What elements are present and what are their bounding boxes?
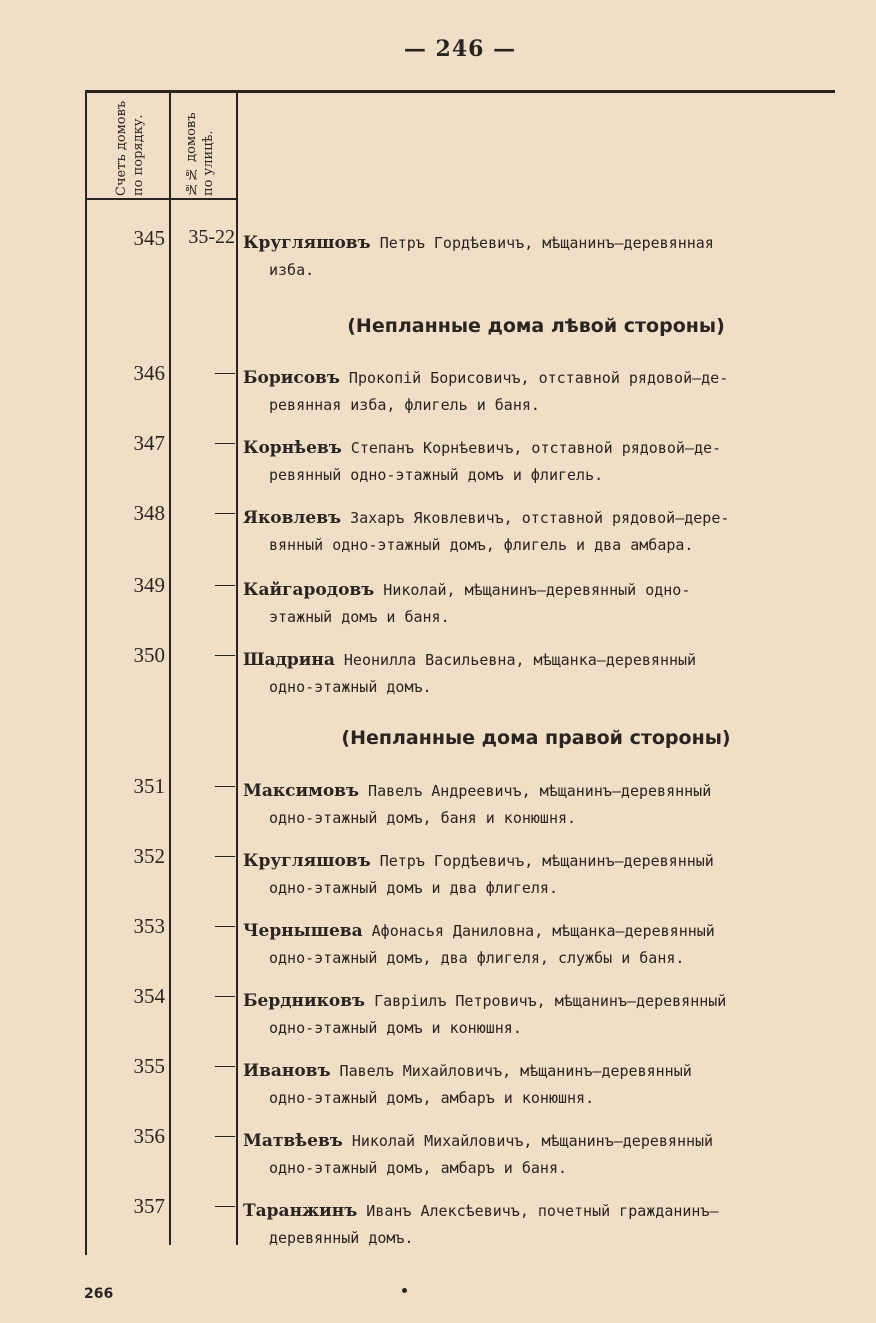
footer-page-number: 266 [84,1286,114,1302]
column-header-street-line1: №№ домовъ [184,112,199,196]
column-header-street-number [183,100,217,196]
owner-surname: Максимовъ [243,781,360,801]
section-title: (Непланные дома лѣвой стороны) [347,315,725,337]
entry-text-line1: Степанъ Корнѣевичъ, отставной рядовой—де- [341,439,722,457]
owner-surname: Кругляшовъ [243,233,371,253]
row-entry [243,505,835,559]
column-divider-2 [236,90,238,1245]
entry-text-line1: Иванъ Алексѣевичъ, почетный гражданинъ— [357,1202,719,1220]
owner-surname: Таранжинъ [243,1201,358,1221]
row-street-number: — [215,1054,235,1076]
row-count-number: 353 [133,914,165,938]
entry-text-line2: одно-этажный домъ, баня и конюшня. [269,809,577,827]
owner-surname: Чернышева [243,921,363,941]
row-entry [243,778,835,832]
row-count-number: 350 [133,643,165,667]
row-count-number: 352 [133,844,165,868]
row-count-number: 351 [133,774,165,798]
row-count-number: 355 [133,1054,165,1078]
row-entry [243,365,835,419]
row-street-number: — [215,844,235,866]
entry-text-line2: ревянная изба, флигель и баня. [269,396,540,414]
entry-text-line1: Павелъ Андреевичъ, мѣщанинъ—деревянный [359,782,712,800]
row-count-number: 354 [133,984,165,1008]
entry-text-line1: Петръ Гордѣевичъ, мѣщанинъ—деревянная [370,234,714,252]
owner-surname: Кайгародовъ [243,580,375,600]
entry-text-line1: Николай Михайловичъ, мѣщанинъ—деревянный [342,1132,714,1150]
owner-surname: Шадрина [243,650,335,670]
row-count-number: 357 [133,1194,165,1218]
row-entry [243,577,835,631]
row-entry [243,230,835,284]
top-rule [85,90,835,93]
row-count-number: 356 [133,1124,165,1148]
row-street-number: — [215,643,235,665]
row-entry [243,988,835,1042]
entry-text-line1: Петръ Гордѣевичъ, мѣщанинъ—деревянный [370,852,714,870]
row-street-number: — [215,774,235,796]
row-count-number: 346 [133,361,165,385]
entry-text-line2: деревянный домъ. [269,1229,414,1247]
entry-text-line2: одно-этажный домъ и два флигеля. [269,879,558,897]
row-entry [243,848,835,902]
ink-dot [402,1288,407,1293]
row-count-number: 347 [133,431,165,455]
owner-surname: Борисовъ [243,368,340,388]
row-street-number: — [215,1124,235,1146]
owner-surname: Яковлевъ [243,508,342,528]
row-count-number: 348 [133,501,165,525]
owner-surname: Бердниковъ [243,991,366,1011]
row-entry [243,647,835,701]
entry-text-line2: изба. [269,261,315,279]
row-entry [243,1198,835,1252]
entry-text-line2: одно-этажный домъ. [269,678,432,696]
column-header-count [113,100,147,196]
row-street-number: 35-22 [188,226,235,248]
entry-text-line2: одно-этажный домъ, два флигеля, службы и баня. [269,949,685,967]
entry-text-line1: Неонилла Васильевна, мѣщанка—деревянный [334,651,697,669]
entry-text-line1: Павелъ Михайловичъ, мѣщанинъ—деревянный [330,1062,692,1080]
row-count-number: 345 [133,226,165,250]
row-entry [243,435,835,489]
row-count-number: 349 [133,573,165,597]
entry-text-line2: вянный одно-этажный домъ, флигель и два амбара. [269,536,694,554]
row-street-number: — [215,1194,235,1216]
row-entry [243,918,835,972]
owner-surname: Корнѣевъ [243,438,342,458]
row-street-number: — [215,361,235,383]
row-street-number: — [215,984,235,1006]
owner-surname: Матвѣевъ [243,1131,343,1151]
entry-text-line1: Афонасья Даниловна, мѣщанка—деревянный [362,922,715,940]
row-entry [243,1128,835,1182]
entry-text-line1: Прокопій Борисовичъ, отставной рядовой—де- [339,369,729,387]
entry-text-line1: Николай, мѣщанинъ—деревянный одно- [374,581,691,599]
entry-text-line2: одно-этажный домъ и конюшня. [269,1019,522,1037]
row-street-number: — [215,914,235,936]
section-title: (Непланные дома правой стороны) [341,727,731,749]
entry-text-line1: Гавріилъ Петровичъ, мѣщанинъ—деревянный [365,992,727,1010]
left-rule [85,90,87,1255]
page-number: — 246 — [403,36,517,62]
register-table [85,90,835,1255]
entry-text-line2: ревянный одно-этажный домъ и флигель. [269,466,604,484]
column-header-street-line2: по улицѣ. [201,130,216,196]
column-header-count-line1: Счетъ домовъ [114,100,129,196]
row-street-number: — [215,501,235,523]
owner-surname: Ивановъ [243,1061,331,1081]
row-entry [243,1058,835,1112]
entry-text-line2: этажный домъ и баня. [269,608,450,626]
column-header-count-line2: по порядку. [131,114,146,196]
row-street-number: — [215,573,235,595]
entry-text-line1: Захаръ Яковлевичъ, отставной рядовой—дере- [341,509,730,527]
owner-surname: Кругляшовъ [243,851,371,871]
row-street-number: — [215,431,235,453]
entry-text-line2: одно-этажный домъ, амбаръ и баня. [269,1159,568,1177]
entry-text-line2: одно-этажный домъ, амбаръ и конюшня. [269,1089,595,1107]
header-rule [85,198,238,200]
